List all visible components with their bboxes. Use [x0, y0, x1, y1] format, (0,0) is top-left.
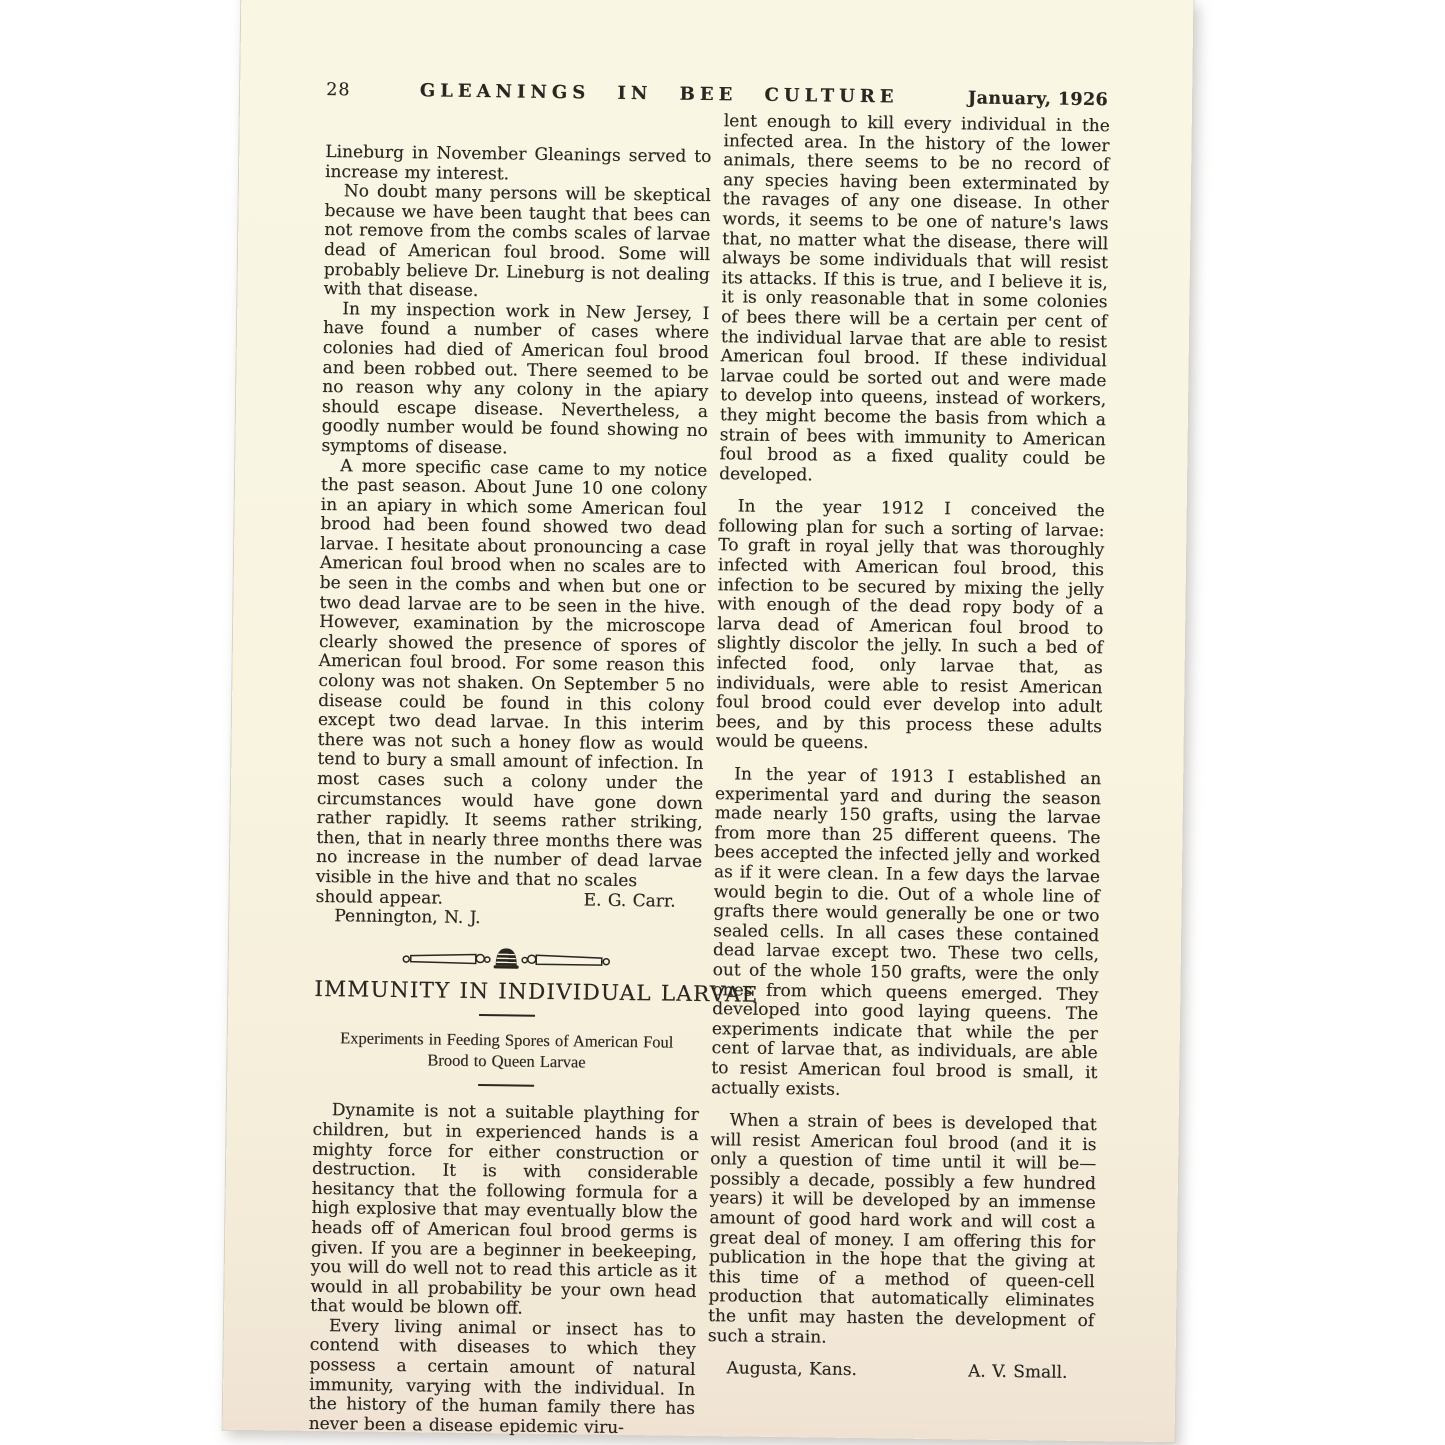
left-column [308, 141, 759, 1439]
paragraph-ending: should appear. [315, 886, 444, 909]
journal-title: GLEANINGS IN BEE CULTURE [419, 80, 899, 108]
paragraph: No doubt many persons will be skeptical because we have been taught that bees can not remove from the combs scales of larvae dead of American foul brood. Some will probably believe Dr. Lineburg is not dealing with that disease. [323, 181, 711, 302]
section-rule [478, 1084, 534, 1087]
paragraph: Lineburg in November Gleanings served to increase my interest. [324, 141, 712, 184]
author-location: Augusta, Kans. [726, 1358, 858, 1381]
paragraph: A more specific case came to my notice the past season. About June 10 one colony in an apiary in which some American foul brood had been found showed two dead larvae. I hesitate about pronouncing a case American foul brood when no scales are to be seen in the combs and when but one or two dead larvae are to be seen in the hive. However, examination by the microscope clearly showed the presence of spores of American foul brood. For some reason this colony was not shaken. On September 5 no disease could be found in this colony except two dead larvae. In this interim there was not such a honey flow as would tend to bury a small amount of infection. In most cases such a colony under the circumstances would have gone down rather rapidly. It seems rather striking, then, that in nearly three months there was no increase in the number of dead larvae visible in the hive and that no scales [315, 455, 708, 892]
article-subtitle: Experiments in Feeding Spores of American Foul Brood to Queen Larvae [339, 1028, 674, 1072]
author-signature: E. G. Carr. [583, 889, 676, 912]
author-location: Pennington, N. J. [334, 906, 481, 929]
article-title: IMMUNITY IN INDIVIDUAL LARVAE [314, 976, 759, 1008]
paragraph: In the year of 1913 I established an experimental yard and during the season made nearly 150 grafts, using the larvae from more than 25 different queens. The bees accepted the infected jelly and worked as if it were clean. In a few days the larvae would begin to die. Out of a whole line of grafts there would generally be one or two sealed cells. In all cases these contained dead larvae except two. These two cells, out of the whole 150 grafts, were the only ones from which queens emerged. They developed into good laying queens. The experiments indicate that while the per cent of larvae that, as individuals, are able to resist American foul brood is small, it actually exists. [710, 764, 1102, 1100]
author-signature: A. V. Small. [967, 1361, 1068, 1383]
issue-date: January, 1926 [967, 88, 1109, 111]
magazine-page [223, 0, 1194, 1442]
page-number: 28 [326, 79, 351, 101]
paragraph: Dynamite is not a suitable plaything for children, but in experienced hands is a mighty force for either construction or destruction. It is with considerable hesitancy that the following formula for a high explosive that may eventually blow the heads off of American foul brood germs is given. If you are a beginner in beekeeping, you will do well not to read this article as it would in all probability be your own head that would be blown off. [310, 1100, 699, 1319]
paragraph: In the year 1912 I conceived the following plan for such a sorting of larvae: To graft in royal jelly that was thoroughly infected with American foul brood, this infection to be secured by mixing the jelly with enough of the dead ropy body of a larva dead of American foul brood to slightly discolor the jelly. In such a bed of infected food, only larvae that, as individuals, were able to resist American foul brood could ever develop into adult bees, and by this process these adults would be queens. [715, 496, 1105, 754]
beehive-divider-icon [402, 943, 614, 972]
byline [707, 1359, 1093, 1384]
paragraph: When a strain of bees is developed that will resist American foul brood (and it is only a question of time until it will be—possibly a decade, possibly a few hundred years) it will be developed by an immense amount of good hard work and will cost a great deal of money. I am offering this for publication in the hope that the giving at this time of a method of queen-cell production that automatically eliminates the unfit may hasten the development of such a strain. [707, 1110, 1097, 1348]
right-column [707, 112, 1110, 1384]
paragraph: Every living animal or insect has to contend with diseases to which they possess a certain amount of natural immunity, varying with the individual. In the history of the human family there has never been a disease epidemic viru- [308, 1315, 697, 1438]
running-header [326, 79, 1108, 110]
paragraph: In my inspection work in New Jersey, I have found a number of cases where colonies had died of American foul brood and been robbed out. There seemed to be no reason why any colony in the apiary should escape disease. Nevertheless, a goodly number would be found showing no symptoms of disease. [321, 298, 710, 459]
paragraph: lent enough to kill every individual in the infected area. In the history of the lower animals, there seems to be no record of any species having been exterminated by the ravages of any one disease. In other words, it seems to be one of nature's laws that, no matter what the disease, there will always be some individuals that will resist its attacks. If this is true, and I believe it is, it is only reasonable that in some colonies of bees there will be a certain per cent of the individual larvae that are able to resist American foul brood. If these individual larvae could be sorted out and were made to develop into queens, instead of workers, they might become the basis from which a strain of bees with immunity to American foul brood as a fixed quality could be developed. [719, 111, 1110, 486]
section-rule [479, 1014, 535, 1017]
